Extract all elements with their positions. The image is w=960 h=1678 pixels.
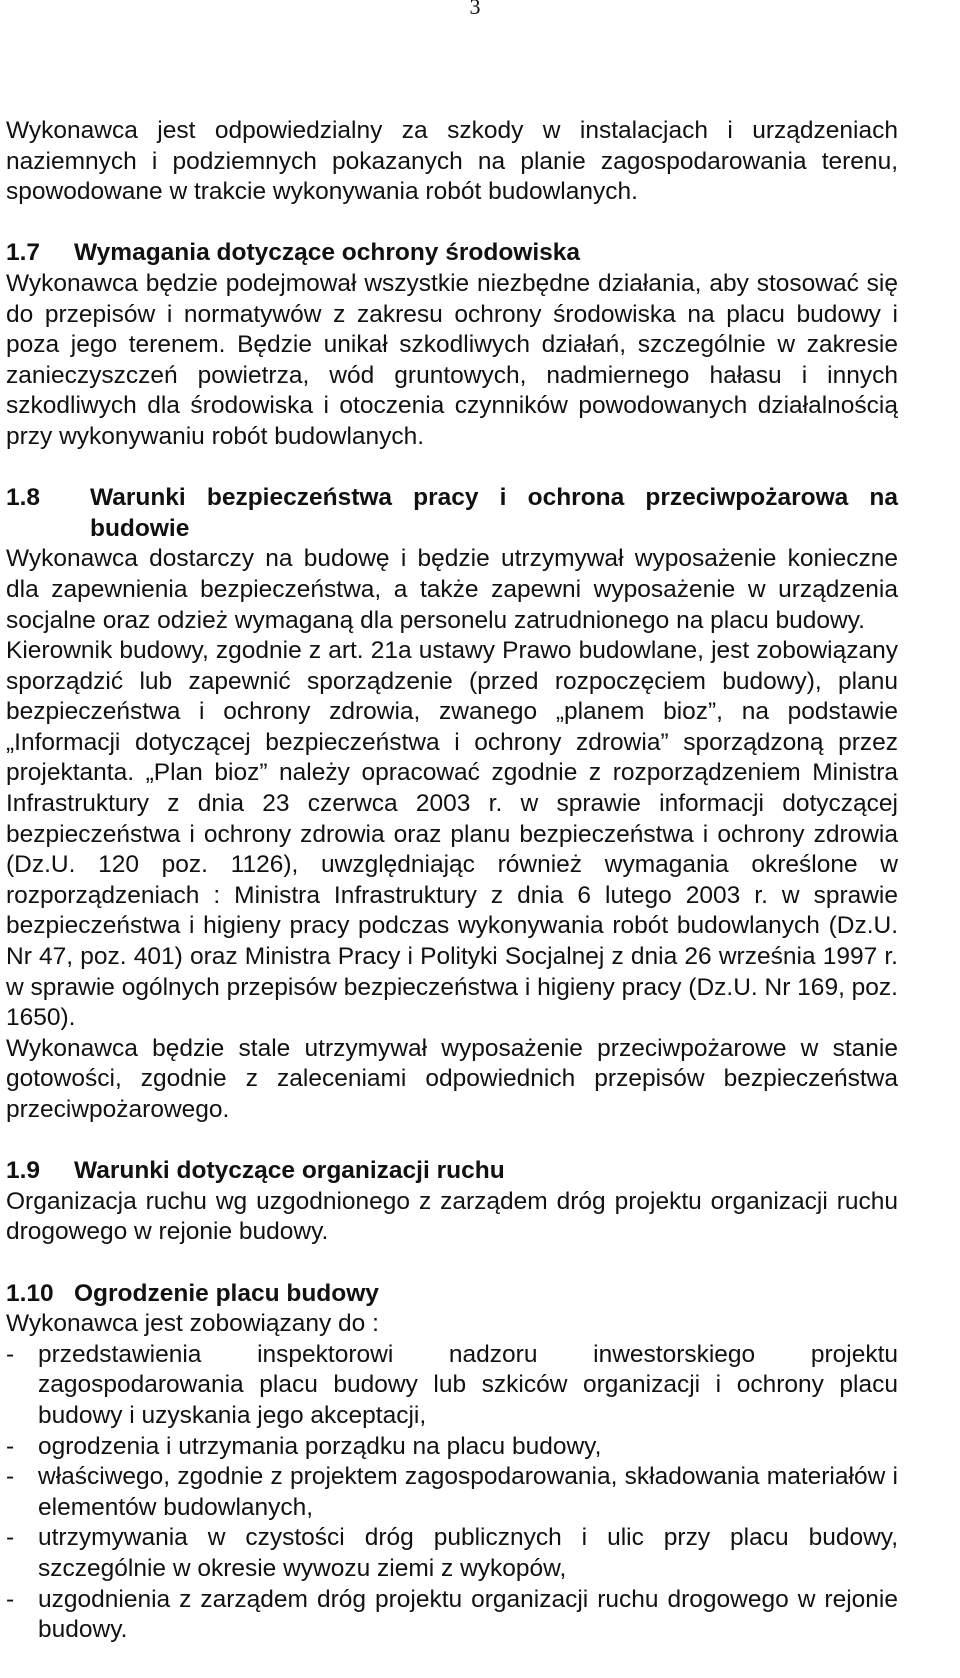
section-1-8-paragraph-1: Wykonawca dostarczy na budowę i będzie utrzymywał wyposażenie konieczne dla zapewnienia bezpieczeństwa, a także zapewni wyposażenie w urządzenia socjalne oraz odzież wymaganą dla personelu zatrudnionego na placu budowy. bbox=[6, 545, 898, 634]
section-number: 1.9 bbox=[6, 1157, 41, 1185]
list-item bbox=[6, 1432, 898, 1463]
list-dash: - bbox=[6, 1463, 15, 1491]
section-number: 1.10 bbox=[6, 1279, 54, 1307]
list-item bbox=[6, 1523, 898, 1584]
section-1-9-paragraph: Organizacja ruchu wg uzgodnionego z zarządem dróg projektu organizacji ruchu drogowego w rejonie budowy. bbox=[6, 1187, 898, 1246]
list-item bbox=[6, 1462, 898, 1523]
list-item bbox=[6, 1585, 898, 1646]
section-title: Wymagania dotyczące ochrony środowiska bbox=[74, 239, 581, 267]
spacer bbox=[6, 208, 898, 239]
section-1-8-paragraph-2: Kierownik budowy, zgodnie z art. 21a ustawy Prawo budowlane, jest zobowiązany sporządzić lub zapewnić sporządzenie (przed rozpoczęciem budowy), planu bezpieczeństwa i ochrony zdrowia, zwanego „planem bioz”, na podstawie „Informacji dotyczącej bezpieczeństwa i ochrony zdrowia” sporządzoną przez projektanta. „Plan bioz” należy opracować zgodnie z rozporządzeniem Ministra Infrastruktury z dnia 23 czerwca 2003 r. w sprawie informacji dotyczącej bezpieczeństwa i ochrony zdrowia oraz planu bezpieczeństwa i ochrony zdrowia (Dz.U. 120 poz. 1126), uwzględniając również wymagania określone w rozporządzeniach : Ministra Infrastruktury z dnia 6 lutego 2003 r. w sprawie bezpieczeństwa i higieny pracy podczas wykonywania robót budowlanych (Dz.U. Nr 47, poz. 401) oraz Ministra Pracy i Polityki Socjalnej z dnia 26 września 1997 r. w sprawie ogólnych przepisów bezpieczeństwa i higieny pracy (Dz.U. Nr 169, poz. 1650). bbox=[6, 637, 898, 1032]
section-number: 1.8 bbox=[6, 484, 41, 512]
section-1-7-paragraph: Wykonawca będzie podejmował wszystkie niezbędne działania, aby stosować się do przepisów i normatywów z zakresu ochrony środowiska na placu budowy i poza jego terenem. Będzie unikał szkodliwych działań, szczególnie w zakresie zanieczyszczeń powietrza, wód gruntowych, nadmiernego hałasu i innych szkodliwych dla środowiska i otoczenia czynników powodowanych działalnością przy wykonywaniu robót budowlanych. bbox=[6, 269, 898, 450]
section-1-8-paragraph-3: Wykonawca będzie stale utrzymywał wyposażenie przeciwpożarowe w stanie gotowości, zgodnie z zaleceniami odpowiednich przepisów bezpieczeństwa przeciwpożarowego. bbox=[6, 1034, 898, 1123]
list-item bbox=[6, 1340, 898, 1432]
list-item-text: uzgodnienia z zarządem dróg projektu organizacji ruchu drogowego w rejonie budowy. bbox=[38, 1585, 898, 1644]
obligations-list bbox=[6, 1340, 898, 1646]
section-heading-1-9 bbox=[6, 1156, 898, 1187]
list-dash: - bbox=[6, 1432, 15, 1460]
spacer bbox=[6, 1248, 898, 1279]
page-number: 3 bbox=[469, 0, 481, 19]
section-title: Ogrodzenie placu budowy bbox=[74, 1279, 379, 1307]
list-item-text: właściwego, zgodnie z projektem zagospodarowania, składowania materiałów i elementów budowlanych, bbox=[38, 1463, 898, 1521]
section-heading-1-8 bbox=[6, 483, 898, 544]
section-number: 1.7 bbox=[6, 239, 41, 267]
list-item-text: utrzymywania w czystości dróg publicznych i ulic przy placu budowy, szczególnie w okresie wywozu ziemi z wykopów, bbox=[38, 1524, 898, 1582]
list-dash: - bbox=[6, 1340, 15, 1368]
section-title: Warunki bezpieczeństwa pracy i ochrona przeciwpożarowa na budowie bbox=[90, 484, 898, 542]
section-heading-1-10 bbox=[6, 1279, 898, 1310]
section-1-10-intro: Wykonawca jest zobowiązany do : bbox=[6, 1310, 379, 1338]
spacer bbox=[6, 1126, 898, 1157]
section-title: Warunki dotyczące organizacji ruchu bbox=[74, 1157, 505, 1185]
intro-paragraph: Wykonawca jest odpowiedzialny za szkody w instalacjach i urządzeniach naziemnych i podziemnych pokazanych na planie zagospodarowania terenu, spowodowane w trakcie wykonywania robót budowlanych. bbox=[6, 117, 898, 206]
list-dash: - bbox=[6, 1524, 15, 1552]
spacer bbox=[6, 453, 898, 484]
list-item-text: przedstawienia inspektorowi nadzoru inwestorskiego projektu zagospodarowania placu budowy lub szkiców organizacji i ochrony placu budowy i uzyskania jego akceptacji, bbox=[38, 1340, 898, 1429]
section-heading-1-7 bbox=[6, 238, 898, 269]
list-item-text: ogrodzenia i utrzymania porządku na placu budowy, bbox=[38, 1432, 602, 1460]
document-body bbox=[6, 116, 898, 1646]
list-dash: - bbox=[6, 1585, 15, 1613]
